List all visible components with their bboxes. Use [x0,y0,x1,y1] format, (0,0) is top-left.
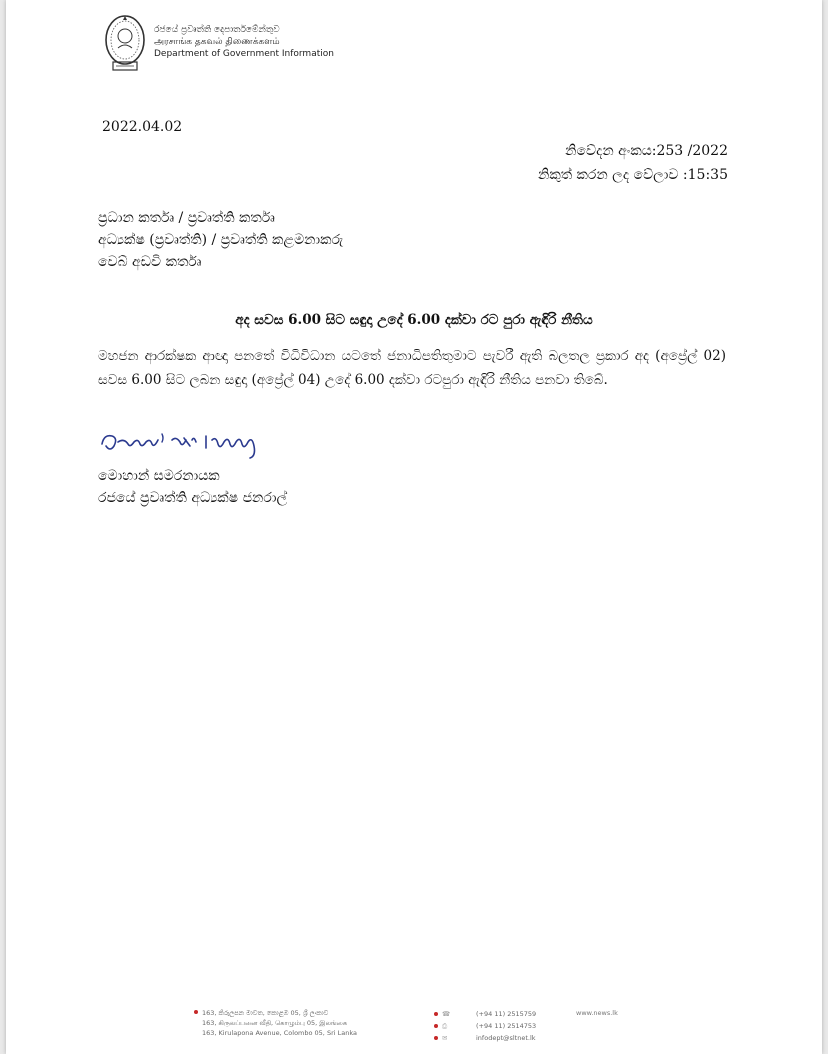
contact-fax [434,1020,536,1032]
handwritten-signature [98,428,288,462]
address-sinhala: 163, කිරුලපන මාවත, කොළඹ 05, ශ්‍රී ලංකාව [202,1009,329,1017]
signatory-name: මොහාන් සමරනායක [98,468,220,484]
email-icon [434,1036,438,1040]
footer-website[interactable]: www.news.lk [576,1009,618,1017]
org-name-tamil: அரசாங்க தகவல் திணைக்களம் [154,37,280,47]
government-emblem-icon [100,12,150,76]
contact-label-tel: ☎ [442,1010,451,1018]
contact-label-fax: ⎙ [442,1022,448,1030]
footer-bullet-icon [194,1010,198,1014]
release-number: නිවේදන අංකය:253 /2022 [565,143,728,159]
contact-tel [434,1008,536,1020]
footer-address [202,1008,357,1038]
recipient-line: ප්‍රධාන කර්තෘ / ප්‍රවෘත්ති කර්තෘ [98,210,275,226]
release-time: නිකුත් කරන ලද වේලාව :15:35 [537,167,728,183]
contact-label-email: ✉ [442,1034,448,1042]
email-value[interactable]: infodept@sltnet.lk [476,1034,536,1042]
org-name-sinhala: රජයේ ප්‍රවෘත්ති දෙපාර්තමේන්තුව [154,25,280,35]
fax-value: (+94 11) 2514753 [476,1022,537,1030]
signatory-title: රජයේ ප්‍රවෘත්ති අධ්‍යක්ෂ ජනරාල් [98,490,288,506]
footer-contact [434,1008,536,1044]
tel-value: (+94 11) 2515759 [476,1010,537,1018]
notice-body: මහජන ආරක්ෂක ආඥා පනතේ විධිවිධාන යටතේ ජනාධිපතිතුමාට පැවරී ඇති බලතල ප්‍රකාර අද (අප්‍රේල් 02) සවස 6.00 සිට ලබන සඳුදා (අප්‍රේල් 04) උදේ 6.00 දක්වා රටපුරා ඇඳිරි නීතිය පනවා තිබේ. [98,348,726,388]
document-page [6,0,822,1054]
fax-icon [434,1024,438,1028]
org-name-english: Department of Government Information [154,49,334,59]
address-english: 163, Kirulapona Avenue, Colombo 05, Sri Lanka [202,1029,357,1037]
address-tamil: 163, கிருலப்பனை வீதி, கொழும்பு 05, இலங்கை [202,1019,347,1027]
department-header [154,24,334,60]
recipient-line: අධ්‍යක්ෂ (ප්‍රවෘත්ති) / ප්‍රවෘත්ති කළමනාකරු [98,232,344,248]
notice-heading: අද සවස 6.00 සිට සඳුදා උදේ 6.00 දක්වා රට පුරා ඇඳිරි නීතිය [235,312,593,328]
document-date: 2022.04.02 [102,119,183,135]
contact-email [434,1032,536,1044]
phone-icon [434,1012,438,1016]
recipient-line: වෙබ් අඩවි කර්තෘ [98,254,202,270]
